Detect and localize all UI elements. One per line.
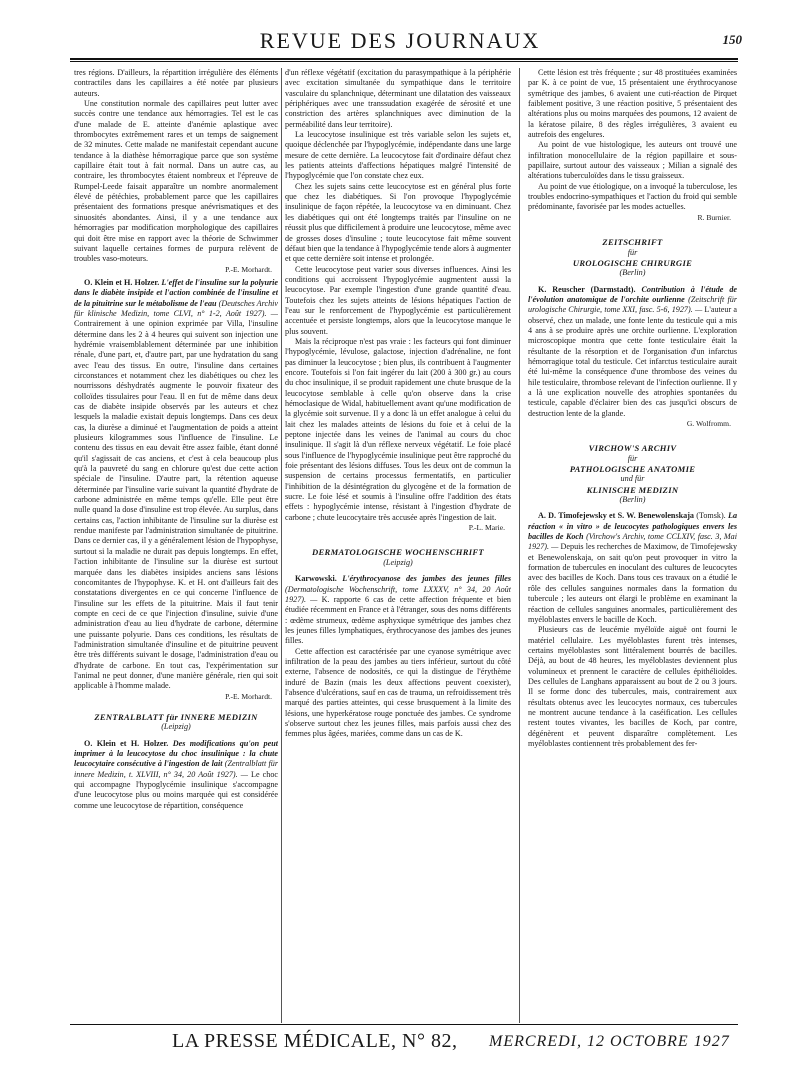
paragraph: d'un réflexe végétatif (excitation du parasympathique à la périphérie avec excitation simultanée du sympathique dans le territoire vasculaire du splanchnique, déterminant une dilatation des vaisseaux périphériques avec une transsudation exagérée de sérosité et une constriction des artères splanchniques avec diminution de la perméabilité dans leur territoire). — [285, 68, 511, 129]
running-title: REVUE DES JOURNAUX — [259, 28, 541, 53]
paragraph: Une constitution normale des capillaires peut lutter avec succès contre une tendance aux hémorragies. Tel est le cas d'une malade de E. atteinte d'anémie aplastique avec thrombocytes extrêmement rares et un temps de saignement de 32 minutes. Cette malade ne manifestait cependant aucune tendance à la diathèse hémorragique parce que son système capillaire était tout à fait normal. Dans un autre cas, au contraire, les thrombocytes étaient nombreux et l'épreuve de Rumpel-Leede faisait apparaître un nombre anormalement élevé de pétéchies, probablement parce que les capillaires présentaient des formations presque anévrismatiques et des sinuosités abondantes. Ainsi, il y a une tendance aux hémorragies par modification morphologique des capillaires qui doit être mise en rapport avec la théorie de Schwimmer suivant laquelle certaines formes de purpura relèvent de troubles vaso-moteurs. — [74, 99, 278, 264]
column-right — [528, 68, 737, 1023]
column-divider — [281, 68, 282, 1023]
author-signature: P.-E. Morhardt. — [225, 691, 272, 701]
paragraph: Cette lésion est très fréquente ; sur 48 prostituées examinées par K. à ce point de vue, 15 présentaient une érythrocyanose symétrique des jambes, 6 avaient une cuti-réaction de Pirquet faiblement positive, 3 une réaction positive, 5 présentaient des altérations plus ou moins marquées des poumons, 12 avaient de la kératose pilaire, 8 des règles irrégulières, 3 avaient eu autrefois des engelures. — [528, 68, 737, 140]
paragraph: Au point de vue étiologique, on a invoqué la tuberculose, les troubles endocrino-sympathiques et l'action du froid qui semble prédominante, favorisée par les modes actuelles. — [528, 181, 737, 212]
paragraph: La leucocytose insulinique est très variable selon les sujets et, quoique déclenchée par l'hypoglycémie, indépendante dans une large mesure de cette dernière. La leucocytose fait d'ordinaire défaut chez les patients atteints d'affections hépatiques malgré l'intensité de l'hypoglycémie que l'on constate chez eux. — [285, 130, 511, 181]
review-entry — [74, 739, 278, 811]
header-rule — [70, 58, 738, 62]
section-city: (Leipzig) — [161, 722, 191, 732]
review-reference: (Deutsches Archiv für klinische Medizin, tome CLVI, n° 1-2, Août 1927). — — [74, 298, 278, 318]
paragraph: Mais la réciproque n'est pas vraie : les facteurs qui font diminuer l'hypoglycémie, lévulose, galactose, injection d'adrénaline, ne font pas diminuer la leucocytose ; bien plus, ils contribuent à l'augmenter encore. Toutefois si l'on fait ingérer du lait (200 à 300 gr.) au cours du choc insulinique, il se produit rapidement une chute brusque de la leucocytose semblable à celle qu'on observe dans la crise hémoclasique de Widal, habituellement avant qu'une modification de la glycémie soit survenue. Il y a donc là un effet analogue à celui du lait chez les malades atteints de lésions du foie et à celui de la peptone injectée dans les veines de l'animal au cours du choc insulinique. Il s'agit là d'un réflexe nerveux végétatif. Le foie placé sous l'influence de l'hypoglycémie insulinique peut être rapproché du foie présentant des lésions diffuses. Tous les deux ont de commun la suspension de certains processus fermentatifs, en particulier l'inhibition de la désintégration du glycogène et de la formation de sucre. Le foie lésé et soumis à l'insuline offre l'addition des états effets : hypoglycémie intense, résistant à l'ingestion d'hydrate de carbone ; chute leucocytaire très accusée après l'ingestion de lait. — [285, 336, 511, 522]
paragraph: Au point de vue histologique, les auteurs ont trouvé une infiltration monocellulaire de la région papillaire et sous-papillaire, surtout autour des vaisseaux ; Milian a signalé des altérations tuberculoïdes dans le tissu graisseux. — [528, 140, 737, 181]
review-authors: Karwowski. — [295, 574, 337, 584]
review-body: K. rapporte 6 cas de cette affection fréquente et bien étudiée récemment en France et à l'étranger, sous des noms différents : œdème strumeux, œdème asphyxique symétrique des jambes chez les jeunes filles lymphatiques, érythrocyanose des jambes des jeunes filles. — [285, 594, 511, 646]
review-title: L'effet de l'insuline sur la polyurie dans le diabète insipide et l'action combinée de l'insuline et de la pituitrine sur le métabolisme de l'eau — [74, 277, 278, 308]
author-signature: P.-L. Marie. — [468, 523, 505, 533]
section-heading-sub: PATHOLOGISCHE ANATOMIE — [569, 464, 696, 475]
section-heading-sub2: KLINISCHE MEDIZIN — [586, 484, 679, 495]
review-authors: K. Reuscher (Darmstadt). — [538, 284, 636, 294]
section-heading-und: und für — [620, 474, 645, 484]
section-city: (Berlin) — [619, 495, 646, 505]
review-authors: O. Klein et H. Holzer. — [84, 277, 160, 287]
paragraph: Plusieurs cas de leucémie myéloïde aiguë ont fourni le matériel cellulaire. Les myéloblastes furent très intenses, certains myéloblastes sont littéralement bourrés de bacilles. Déjà, au bout de 48 heures, les myéloblastes deviennent plus volumineux et prennent le caractère de cellules épithélioïdes. Des cellules de Langhans apparaissent au bout de 2 ou 3 jours. Il se forme donc des tubercules, mais, contrairement aux résultats obtenus avec les leucocytes normaux, ces tubercules ne montrent aucune tendance à la caséification. Les cellules restent toutes vivantes, les bacilles de Koch, par contre, dégénèrent et peuvent disparaître complètement. Les myéloblastes contiennent très probablement des fer- — [528, 625, 737, 748]
page-footer — [0, 1028, 800, 1052]
review-place: (Tomsk). — [696, 511, 726, 521]
review-title: La réaction « in vitro » de leucocytes pathologiques envers les bacilles de Koch — [528, 511, 737, 542]
section-heading: DERMATOLOGISCHE WOCHENSCHRIFT — [312, 547, 484, 558]
section-heading: ZENTRALBLATT für INNERE MEDIZIN — [94, 711, 258, 722]
review-title: Des modifications qu'on peut imprimer à la leucocytose du choc insulinique : la chute leucocytaire consécutive à l'ingestion de lait — [74, 738, 278, 769]
footer-date: MERCREDI, 12 OCTOBRE 1927 — [489, 1033, 730, 1050]
review-entry — [285, 574, 511, 646]
paragraph: tres régions. D'ailleurs, la répartition irrégulière des éléments contractiles dans les capillaires a été notée par plusieurs auteurs. — [74, 68, 278, 98]
review-body: Le choc qui accompagne l'hypoglycémie insulinique s'accompagne d'une leucocytose plus ou moins marquée qui est considérée comme une leucocytose de répartition, conséquence — [74, 769, 278, 810]
footer-rule — [70, 1024, 738, 1025]
paragraph: Chez les sujets sains cette leucocytose est en général plus forte que chez les diabétiques. Si l'on provoque l'hypoglycémie insulinique de façon répétée, la leucocytose va en diminuant. Chez les diabétiques qui ont été longtemps traités par l'insuline on ne réussit plus que difficilement à produire une leucocytose, même avec de grosses doses d'insuline ; toute leucocytose fait même souvent défaut bien que la tendance à l'hypoglycémie tende alors à augmenter et que cette dernière soit intense et prolongée. — [285, 181, 511, 264]
review-entry — [528, 285, 737, 419]
review-authors: O. Klein et H. Holzer. — [84, 738, 169, 748]
author-signature: G. Wolfromm. — [686, 419, 731, 428]
review-title: L'érythrocyanose des jambes des jeunes filles — [342, 574, 511, 584]
column-middle — [285, 68, 511, 1023]
review-reference: (Zentralblatt für innere Medizin, t. XLVIII, n° 34, 20 Août 1927). — — [74, 759, 278, 779]
author-signature: R. Burnier. — [697, 212, 731, 222]
author-signature: P.-E. Morhardt. — [225, 264, 272, 274]
review-reference: (Virchow's Archiv, tome CCLXIV, fasc. 3, Mai 1927). — — [528, 532, 737, 552]
review-authors: A. D. Timofejewsky et S. W. Benewolenskaja — [538, 511, 694, 521]
page-header — [0, 28, 800, 54]
footer-journal: LA PRESSE MÉDICALE, N° 82, — [172, 1030, 458, 1052]
review-title: Contribution à l'étude de l'évolution anatomique de l'orchite ourlienne — [528, 284, 737, 304]
review-reference: (Dermatologische Wochenschrift, tome LXXXV, n° 34, 20 Août 1927). — — [285, 584, 511, 604]
review-entry — [74, 278, 278, 692]
column-left — [74, 68, 278, 1023]
section-heading-fur: für — [627, 247, 638, 257]
column-divider — [519, 68, 520, 1023]
review-entry — [528, 511, 737, 625]
review-body: Contrairement à une opinion exprimée par Villa, l'insuline détermine dans les 2 à 4 heures qui suivent son injection une hydrémie vraisemblablement déterminée par une inhibition rénale, d'une part, et, d'autre part, par une hydratation du sang avec l'eau des tissus. En outre, l'insuline dans certaines circonstances et notamment chez les diabétiques ou chez les nourrissons déshydratés augmente le pouvoir fixateur des colloïdes tissulaires pour l'eau. Il en fut de même dans deux cas de diabète insipide observés par les auteurs et chez lesquels la maladie existait depuis longtemps. Dans ces deux cas, la diurèse a diminué et l'augmentation de poids a atteint plusieurs kilogrammes sous l'influence de l'insuline. Le contenu des tissus en eau devait être assez faible, étant donné qu'il s'agissait de cas anciens, et c'est à cela beaucoup plus qu'à la pauvreté du sang en chlorure qu'est due cette action spéciale de l'insuline. D'autre part, la rétention aqueuse déterminée par l'insuline varie suivant la quantité d'hydrate de carbone administrée en même temps qu'elle. Elle peut être nulle quand la dose d'insuline est trop élevée. Au surplus, dans certains cas, l'action inhibitante de l'insuline sur la diurèse est rendue manifeste par l'administration simultanée de pituitrine. Dans ce dernier cas, il y a généralement lésion de l'hypophyse, surtout si la maladie ne durait pas depuis longtemps. En effet, l'action inhibitante de l'insuline sur la diurèse est surtout marquée dans les diabètes insipides anciens sans lésions concomitantes de l'hypophyse. K. et H. ont d'ailleurs fait des constatations divergentes en ce qui concerne l'influence de l'insuline sur les effets de la pituitrine. Mais il faut tenir compte en ceci de ce que l'injection d'insuline, suivie d'une administration d'eau au lieu d'hydrate de carbone, détermine une puissante polyurie. Dans ces conditions, les résultats de l'administration simultanée d'insuline et de pituitrine peuvent être très différents suivant le dosage, l'administration d'eau ou d'hydrate de carbone. En tout cas, l'expérimentation sur l'animal ne peut donner, d'une manière générale, rien qui soit applicable à l'homme malade. — [74, 319, 278, 691]
section-heading-sub: UROLOGISCHE CHIRURGIE — [572, 257, 693, 268]
paragraph: Cette leucocytose peut varier sous diverses influences. Ainsi les conditions qui accroissent l'hypoglycémie augmentent aussi la leucocytose. Par exemple l'ingestion d'une grande quantité d'eau. Toutefois chez les sujets atteints de lésions hépatiques l'action de l'eau sur le renforcement de l'hypoglycémie est particulièrement accentuée et persiste longtemps, alors que la leucocytose manque le plus souvent. — [285, 264, 511, 336]
section-heading: VIRCHOW'S ARCHIV — [588, 443, 677, 454]
section-city: (Leipzig) — [383, 557, 413, 567]
section-city: (Berlin) — [619, 268, 646, 278]
page-number: 150 — [722, 32, 742, 47]
section-heading: ZEITSCHRIFT — [602, 237, 663, 248]
review-body: L'auteur a observé, chez un malade, une fonte lente du testicule qui a mis 4 ans à se produire après une orchite ourlienne. L'exploration microscopique montra que cette fonte testiculaire était la résultante de la résorption et de l'organisation d'un infarctus hémorragique total du testicule. Cet infarctus testiculaire aurait été lui-même la conséquence d'une thrombose des veines du hile testiculaire, thrombose relevant de l'infection ourlienne. Il y a là une explication nouvelle des atrophies spontanées du testicule, capable d'éclairer bien des cas jusqu'ici obscurs de destruction lente de la glande. — [528, 305, 737, 418]
review-reference: (Zeitschrift für urologische Chirurgie, tome XXI, fasc. 5-6, 1927). — — [528, 294, 737, 315]
review-body: Depuis les recherches de Maximow, de Timofejewsky et Benewolenskaja, on sait qu'on peut provoquer in vitro la formation de tubercules en inoculant des cultures de leucocytes avec des bacilles de Koch. Dans tous ces travaux on a étudié le rôle des cellules sanguines normales dans la formation du tubercule ; les auteurs ont élargi le problème en examinant la réaction de cellules sanguines anormales, particulièrement des myéloblastes envers le bacille de Koch. — [528, 542, 737, 624]
paragraph: Cette affection est caractérisée par une cyanose symétrique avec infiltration de la peau des jambes au tiers inférieur, surtout du côté externe, l'absence de nodosités, ce qui la distingue de l'érythème induré de Bazin (mais les deux affections peuvent coexister), l'absence d'ulcérations, sauf en cas de trauma, un refroidissement très marqué des parties atteintes, qui cesse brusquement à la limite des lésions, une hyperkératose rouge ponctuée des jambes. Ce syndrome s'observe surtout chez les jeunes filles, mais parfois aussi chez des femmes plus âgées, mariées, comme dans un cas de K. — [285, 646, 511, 739]
section-heading-fur: für — [627, 453, 638, 463]
